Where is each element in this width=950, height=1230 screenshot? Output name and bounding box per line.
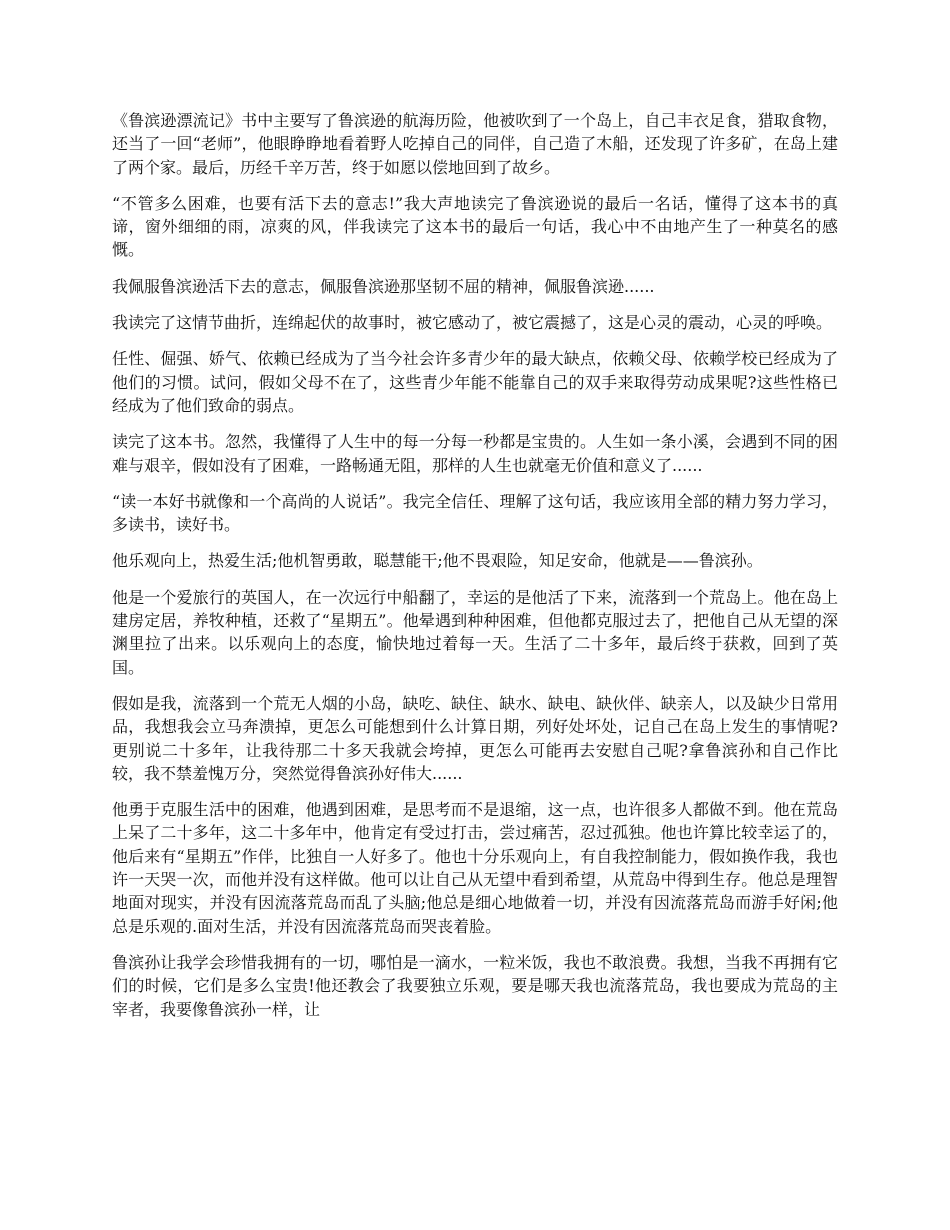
paragraph-9: 他是一个爱旅行的英国人，在一次远行中船翻了，幸运的是他活了下来，流落到一个荒岛上。他在岛上建房定居，养牧种植，还救了“星期五”。他晕遇到种种困难，但他都克服过去了，把他自己从无望的深渊里拉了出来。以乐观向上的态度，愉快地过着每一天。生活了二十多年，最后终于获救，回到了英国。: [112, 587, 838, 677]
paragraph-7: “读一本好书就像和一个高尚的人说话”。我完全信任、理解了这句话，我应该用全部的精力努力学习，多读书，读好书。: [112, 491, 838, 535]
paragraph-5: 任性、倔强、娇气、依赖已经成为了当今社会许多青少年的最大缺点，依赖父母、依赖学校已经成为了他们的习惯。试问，假如父母不在了，这些青少年能不能靠自己的双手来取得劳动成果呢?这些性格已经成为了他们致命的弱点。: [112, 349, 838, 415]
paragraph-12: 鲁滨孙让我学会珍惜我拥有的一切，哪怕是一滴水，一粒米饭，我也不敢浪费。我想，当我不再拥有它们的时候，它们是多么宝贵!他还教会了我要独立乐观，要是哪天我也流落荒岛，我也要成为荒岛的主宰者，我要像鲁滨孙一样，让: [112, 952, 838, 1019]
paragraph-8: 他乐观向上，热爱生活;他机智勇敢，聪慧能干;他不畏艰险，知足安命，他就是——鲁滨孙。: [112, 551, 763, 571]
paragraph-3: 我佩服鲁滨逊活下去的意志，佩服鲁滨逊那坚韧不屈的精神，佩服鲁滨逊......: [112, 276, 655, 296]
paragraph-1: 《鲁滨逊漂流记》书中主要写了鲁滨逊的航海历险，他被吹到了一个岛上，自己丰衣足食，猎取食物，还当了一回“老师”，他眼睁睁地看着野人吃掉自己的同伴，自己造了木船，还发现了许多矿，在岛上建了两个家。最后，历经千辛万苦，终于如愿以偿地回到了故乡。: [112, 111, 838, 177]
paragraph-6: 读完了这本书。忽然，我懂得了人生中的每一分每一秒都是宝贵的。人生如一条小溪，会遇到不同的困难与艰辛，假如没有了困难，一路畅通无阻，那样的人生也就毫无价值和意义了......: [112, 432, 838, 475]
paragraph-2: “不管多么困难，也要有活下去的意志!”我大声地读完了鲁滨逊说的最后一名话，懂得了这本书的真谛，窗外细细的雨，凉爽的风，伴我读完了这本书的最后一句话，我心中不由地产生了一种莫名的感慨。: [112, 193, 838, 260]
paragraph-11: 他勇于克服生活中的困难，他遇到困难，是思考而不是退缩，这一点，也许很多人都做不到。他在荒岛上呆了二十多年，这二十多年中，他肯定有受过打击，尝过痛苦，忍过孤独。他也许算比较幸运了的，他后来有“星期五”作伴，比独自一人好多了。他也十分乐观向上，有自我控制能力，假如换作我，我也许一天哭一次，而他并没有这样做。他可以让自己从无望中看到希望，从荒岛中得到生存。他总是理智地面对现实，并没有因流落荒岛而乱了头脑;他总是细心地做着一切，并没有因流落荒岛而游手好闲;他总是乐观的.面对生活，并没有因流落荒岛而哭丧着脸。: [112, 800, 838, 936]
paragraph-10: 假如是我，流落到一个荒无人烟的小岛，缺吃、缺住、缺水、缺电、缺伙伴、缺亲人，以及缺少日常用品，我想我会立马奔溃掉，更怎么可能想到什么计算日期，列好处坏处，记自己在岛上发生的事情呢?更别说二十多年，让我待那二十多天我就会垮掉，更怎么可能再去安慰自己呢?拿鲁滨孙和自己作比较，我不禁羞愧万分，突然觉得鲁滨孙好伟大......: [112, 693, 838, 783]
paragraph-4: 我读完了这情节曲折，连绵起伏的故事时，被它感动了，被它震撼了，这是心灵的震动，心灵的呼唤。: [112, 313, 833, 333]
